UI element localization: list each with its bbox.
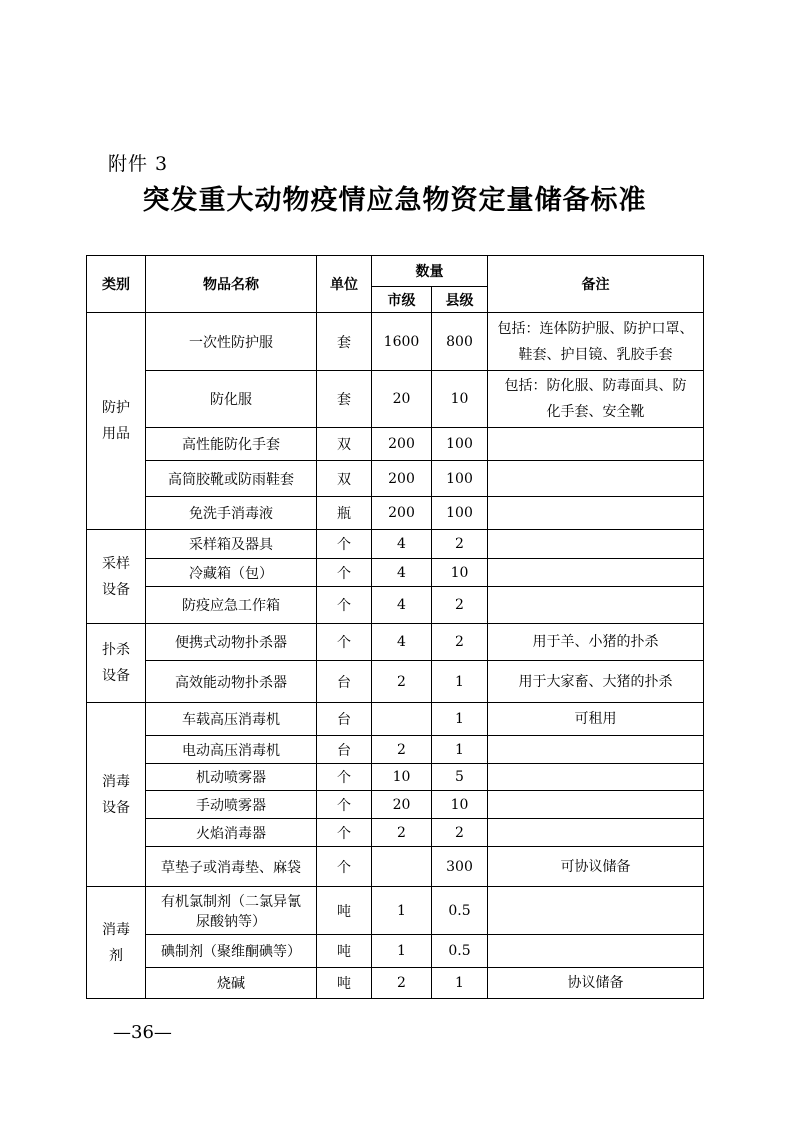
county-quantity-cell: 1 [432,703,488,736]
county-quantity-cell: 1 [432,736,488,764]
city-quantity-cell: 4 [372,587,432,624]
table-row [87,764,704,791]
county-quantity-cell: 10 [432,371,488,428]
item-name-cell: 冷藏箱（包） [146,559,317,587]
city-quantity-cell: 2 [372,661,432,703]
table-row [87,736,704,764]
document-title: 突发重大动物疫情应急物资定量储备标准 [142,185,647,216]
item-name-cell: 高效能动物扑杀器 [146,661,317,703]
table-row [87,428,704,461]
item-name-cell: 火焰消毒器 [146,819,317,847]
county-quantity-cell: 100 [432,461,488,497]
city-quantity-cell [372,703,432,736]
remark-cell: 用于大家畜、大猪的扑杀 [488,661,704,703]
table-row [87,791,704,819]
city-quantity-cell: 10 [372,764,432,791]
item-name-cell: 机动喷雾器 [146,764,317,791]
category-cell: 扑杀 设备 [87,624,146,703]
category-cell: 消毒 设备 [87,703,146,887]
category-cell: 消毒 剂 [87,887,146,999]
remark-cell [488,559,704,587]
unit-cell: 个 [317,624,372,661]
item-name-cell: 电动高压消毒机 [146,736,317,764]
unit-cell: 吨 [317,887,372,935]
item-name-cell: 免洗手消毒液 [146,497,317,530]
remark-cell: 协议储备 [488,968,704,999]
unit-cell: 吨 [317,968,372,999]
city-quantity-cell: 4 [372,559,432,587]
city-quantity-cell: 2 [372,968,432,999]
item-name-cell: 车载高压消毒机 [146,703,317,736]
unit-cell: 个 [317,559,372,587]
city-quantity-cell [372,847,432,887]
county-quantity-cell: 2 [432,530,488,559]
city-quantity-cell: 20 [372,371,432,428]
remark-cell [488,791,704,819]
table-row [87,968,704,999]
header-category: 类别 [87,256,146,313]
remark-cell [488,587,704,624]
unit-cell: 个 [317,764,372,791]
table-row [87,313,704,371]
table-row [87,887,704,935]
table-body [87,313,704,999]
unit-cell: 套 [317,313,372,371]
unit-cell: 个 [317,791,372,819]
unit-cell: 个 [317,847,372,887]
remark-cell: 可协议储备 [488,847,704,887]
county-quantity-cell: 0.5 [432,887,488,935]
header-item: 物品名称 [146,256,317,313]
header-remark: 备注 [488,256,704,313]
table-row [87,935,704,968]
county-quantity-cell: 2 [432,624,488,661]
county-quantity-cell: 10 [432,791,488,819]
remark-cell [488,497,704,530]
header-city: 市级 [372,287,432,313]
county-quantity-cell: 800 [432,313,488,371]
remark-cell [488,819,704,847]
remark-cell [488,887,704,935]
county-quantity-cell: 300 [432,847,488,887]
county-quantity-cell: 1 [432,661,488,703]
remark-cell [488,764,704,791]
unit-cell: 个 [317,530,372,559]
remark-cell: 用于羊、小猪的扑杀 [488,624,704,661]
city-quantity-cell: 1600 [372,313,432,371]
header-quantity: 数量 [372,256,488,287]
table-row [87,624,704,661]
header-unit: 单位 [317,256,372,313]
unit-cell: 套 [317,371,372,428]
county-quantity-cell: 0.5 [432,935,488,968]
remark-cell: 包括：连体防护服、防护口罩、 鞋套、护目镜、乳胶手套 [488,313,704,371]
category-cell: 采样 设备 [87,530,146,624]
remark-cell: 可租用 [488,703,704,736]
item-name-cell: 烧碱 [146,968,317,999]
county-quantity-cell: 5 [432,764,488,791]
county-quantity-cell: 2 [432,819,488,847]
city-quantity-cell: 2 [372,819,432,847]
item-name-cell: 碘制剂（聚维酮碘等） [146,935,317,968]
item-name-cell: 便携式动物扑杀器 [146,624,317,661]
unit-cell: 吨 [317,935,372,968]
county-quantity-cell: 100 [432,428,488,461]
unit-cell: 台 [317,736,372,764]
item-name-cell: 手动喷雾器 [146,791,317,819]
item-name-cell: 高筒胶靴或防雨鞋套 [146,461,317,497]
table-row [87,461,704,497]
unit-cell: 个 [317,819,372,847]
unit-cell: 瓶 [317,497,372,530]
remark-cell [488,461,704,497]
city-quantity-cell: 20 [372,791,432,819]
remark-cell [488,736,704,764]
item-name-cell: 防疫应急工作箱 [146,587,317,624]
remark-cell: 包括：防化服、防毒面具、防 化手套、安全靴 [488,371,704,428]
item-name-cell: 采样箱及器具 [146,530,317,559]
city-quantity-cell: 2 [372,736,432,764]
unit-cell: 双 [317,428,372,461]
county-quantity-cell: 1 [432,968,488,999]
city-quantity-cell: 4 [372,624,432,661]
table-row [87,559,704,587]
stockpile-table [86,255,704,999]
table-row [87,661,704,703]
table-row [87,530,704,559]
unit-cell: 个 [317,587,372,624]
table-row [87,847,704,887]
item-name-cell: 防化服 [146,371,317,428]
annex-label: 附件 3 [108,153,169,175]
item-name-cell: 一次性防护服 [146,313,317,371]
table-row [87,587,704,624]
item-name-cell: 草垫子或消毒垫、麻袋 [146,847,317,887]
city-quantity-cell: 1 [372,887,432,935]
table-row [87,819,704,847]
city-quantity-cell: 200 [372,497,432,530]
county-quantity-cell: 100 [432,497,488,530]
category-cell: 防护 用品 [87,313,146,530]
table-row [87,371,704,428]
remark-cell [488,935,704,968]
unit-cell: 双 [317,461,372,497]
item-name-cell: 高性能防化手套 [146,428,317,461]
county-quantity-cell: 10 [432,559,488,587]
city-quantity-cell: 200 [372,428,432,461]
city-quantity-cell: 4 [372,530,432,559]
table-row [87,703,704,736]
unit-cell: 台 [317,703,372,736]
page-number: —36— [113,1022,172,1043]
remark-cell [488,428,704,461]
city-quantity-cell: 1 [372,935,432,968]
county-quantity-cell: 2 [432,587,488,624]
table-row [87,497,704,530]
item-name-cell: 有机氯制剂（二氯异氰 尿酸钠等） [146,887,317,935]
header-county: 县级 [432,287,488,313]
city-quantity-cell: 200 [372,461,432,497]
unit-cell: 台 [317,661,372,703]
remark-cell [488,530,704,559]
